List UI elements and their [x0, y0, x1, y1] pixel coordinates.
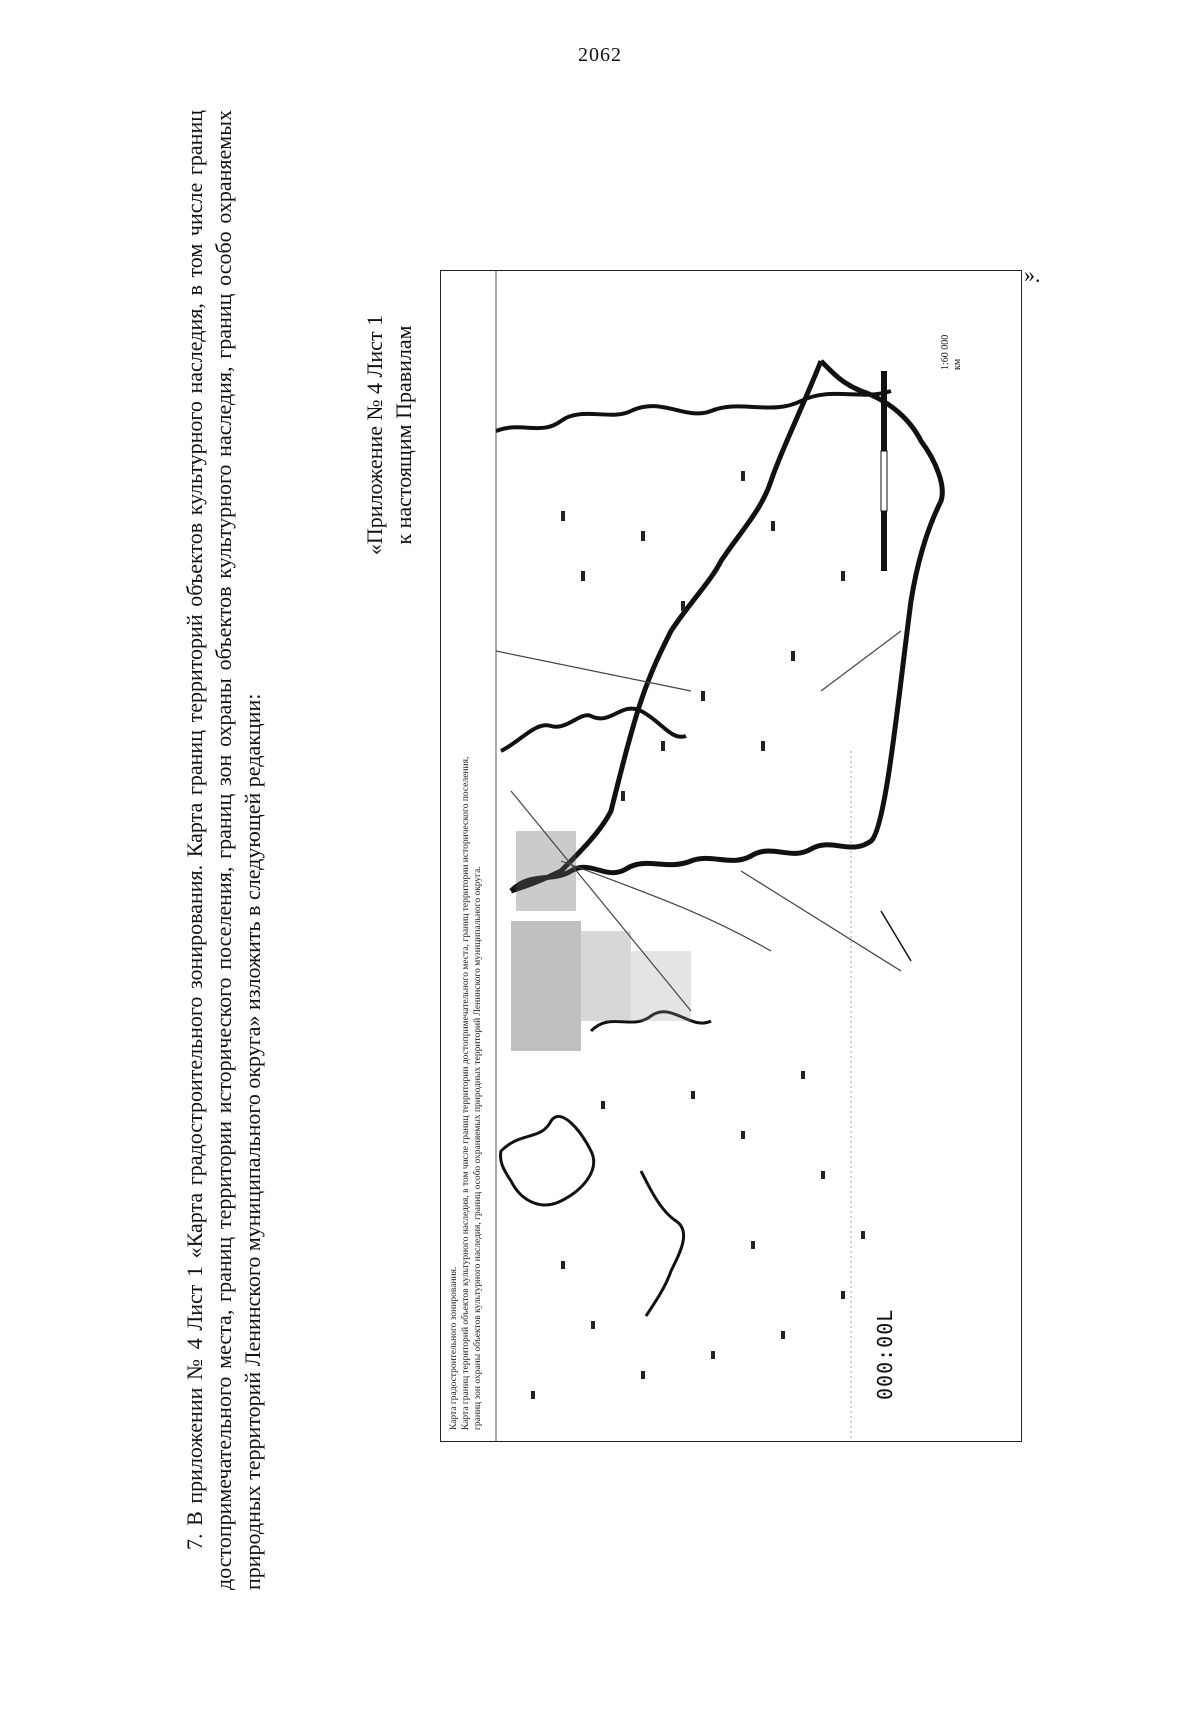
amendment-paragraph [180, 110, 330, 1590]
scale-ratio: 1:60 000 [940, 334, 951, 370]
scale-unit: км [952, 358, 963, 370]
closing-quote: ». [1024, 262, 1041, 287]
appendix-caption-line-2: к настоящим Правилам [391, 325, 416, 545]
legend-line-1: Карта градостроительного зонирования. [449, 1266, 459, 1430]
scale-bar [881, 371, 887, 571]
scale-text-container [940, 290, 980, 370]
legend-line-3: границ зон охраны объектов культурного наследия, границ особо охраняемых природных территорий Ленинского муниципального округа. [473, 866, 483, 1430]
page-number: 2062 [578, 44, 622, 66]
map-legend-container [448, 520, 510, 1430]
legend-line-2: Карта границ территорий объектов культурного наследия, в том числе границ территории достопримечательного места, границ территории исторического поселения, [461, 756, 471, 1430]
western-boundary [641, 1171, 684, 1316]
amendment-paragraph-container [180, 110, 330, 1590]
coastline [501, 709, 686, 751]
northern-boundary [496, 391, 891, 431]
map-legend [448, 520, 510, 1430]
appendix-caption-line-1: «Приложение № 4 Лист 1 [362, 314, 387, 556]
appendix-caption [360, 270, 424, 600]
scale-text [940, 290, 980, 370]
zoning-map [440, 270, 1022, 1442]
map-drawing [441, 271, 1021, 1441]
appendix-caption-container [360, 270, 424, 600]
amendment-text: 7. В приложении № 4 Лист 1 «Карта градостроительного зонирования. Карта границ территорий объектов культурного наследия, в том числе границ достопримечательного места, границ территории исторического поселения, границ зон охраны объектов культурного наследия, границ особо охраняемых природных территорий Ленинского муниципального округа» изложить в следующей редакции: [182, 110, 265, 1590]
scale-code: 000:00L [873, 1308, 897, 1400]
scale-code-container [873, 1290, 903, 1400]
pointer-line [881, 911, 911, 961]
district-boundary [511, 361, 942, 891]
island-outline [500, 1116, 593, 1204]
